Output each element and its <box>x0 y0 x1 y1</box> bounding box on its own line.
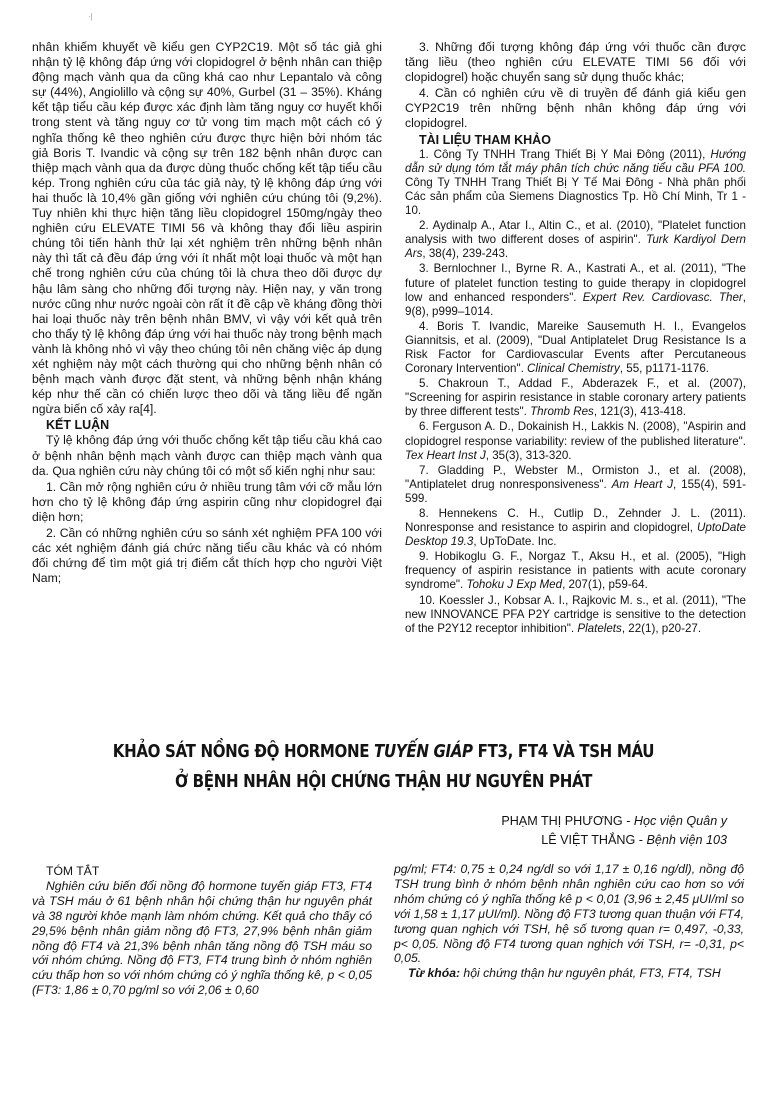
article-title-line-1: KHẢO SÁT NỒNG ĐỘ HORMONE TUYẾN GIÁP FT3, FT4 VÀ TSH MÁU <box>112 742 655 762</box>
abstract-text-part-1: Nghiên cứu biến đổi nồng độ hormone tuyến giáp FT3, FT4 và TSH máu ở 61 bệnh nhân hội chứng thận hư nguyên phát và 38 người khỏe mạnh làm nhóm chứng. Kết quả cho thấy có 29,5% bệnh nhân giảm nồng độ FT3, 27,9% bệnh nhân giảm nồng độ FT4 và 21,3% bệnh nhân tăng nồng độ TSH máu so với nhóm chứng. Nồng độ FT3, FT4 trung bình ở nhóm nghiên cứu thấp hơn so với nhóm chứng có ý nghĩa thống kê, p < 0,05 (FT3: 1,86 ± 0,70 pg/ml so với 2,06 ± 0,60 <box>32 878 372 998</box>
page-corner-mark: ·| <box>88 12 93 21</box>
discussion-paragraph: nhân khiếm khuyết về kiểu gen CYP2C19. Một số tác giả ghi nhận tỷ lệ không đáp ứng với clopidogrel ở bệnh nhân can thiệp động mạch vành qua da cũng khá cao như Lepantalo và công sự (44%), Angiolillo và cộng sự 40%, Gurbel (31 – 35%). Kháng kết tập tiểu cầu kép được xác định làm tăng nguy cơ huyết khối trong stent và tăng nguy cơ tử vong tim mạch một cách có ý nghĩa thống kê theo nghiên cứu được thực hiện bởi nhóm tác giả Boris T. Ivandic và cộng sự trên 182 bệnh nhân được can thiệp mạch vành qua da được dùng thuốc chống kết tập tiểu cầu kép. Trong nghiên cứu của tác giả này, tỷ lệ không đáp ứng với hai thuốc là 10,4% gần giống với nghiên cứu chúng tôi (9,2%). Tuy nhiên khi thực hiện tăng liều clopidogrel 150mg/ngày theo nghiên cứu ELEVATE TIMI 56 và không thay đổi liều aspirin chúng tôi tiến hành thử lại xét nghiệm trên những bệnh nhân này thì tất cả đều đáp ứng với ít nhất một loại thuốc và một hạn chế trong nghiên cứu của chúng tôi là chưa theo dõi được dự hậu lâm sàng cho những đối tượng này. Hiện nay, y văn trong nước cũng như nước ngoài còn rất ít đề cập về kháng đồng thời hai loại thuốc này trên bệnh nhân BMV, vì vậy với kết quả trên cho thấy tỷ lệ không đáp ứng với hai thuốc này trong bệnh mạch vành là không nhỏ vì vậy theo chúng tôi nên chăng việc áp dụng xét nghiệm này một cách thường qui cho những bệnh nhân có bệnh mạch vành được đặt stent, và những bệnh nhận kháng kép như thế cần có chiến lược theo dõi và tăng liều để ngăn ngừa biến cố xảy ra[4]. <box>32 40 382 417</box>
conclusion-heading: KẾT LUẬN <box>46 418 110 433</box>
reference-item: 7. Gladding P., Webster M., Ormiston J., et al. (2008), "Antiplatelet drug nonresponsiveness". Am Heart J, 155(4), 591-599. <box>405 463 746 505</box>
keywords <box>394 966 744 981</box>
reference-list <box>405 148 746 636</box>
abstract-text-part-2: pg/ml; FT4: 0,75 ± 0,24 ng/dl so với 1,17 ± 0,16 ng/dl), nồng độ TSH trung bình ở nhóm bệnh nhân nghiên cứu cao hơn so với nhóm chứng có ý nghĩa thống kê p < 0,01 (3,96 ± 2,45 μUI/ml so với 1,58 ± 1,17 μUI/ml). Nồng độ FT3 tương quan thuận với FT4, tương quan nghịch với TSH, hệ số tương quan r= 0,497, -0,33, p< 0,05. Nồng độ FT4 tương quan nghịch với TSH, r= -0,31, p< 0,05. <box>394 862 744 966</box>
recommendation-3: 3. Những đối tượng không đáp ứng với thuốc cần được tăng liều (theo nghiên cứu ELEVATE TIMI 56 đối với clopidogrel) hoặc chuyển sang sử dụng thuốc khác; <box>405 40 746 85</box>
right-column <box>405 40 746 637</box>
author-1: PHẠM THỊ PHƯƠNG - Học viện Quân y <box>501 814 727 828</box>
keywords-text: hội chứng thận hư nguyên phát, FT3, FT4, TSH <box>460 966 721 981</box>
reference-item: 10. Koessler J., Kobsar A. I., Rajkovic M. s., et al. (2011), "The new INNOVANCE PFA P2Y cartridge is sensitive to the detection of the P2Y12 receptor inhibition". Platelets, 22(1), p20-27. <box>405 593 746 635</box>
left-column <box>32 40 382 587</box>
references-heading: TÀI LIỆU THAM KHẢO <box>419 132 551 147</box>
author-block <box>501 812 727 850</box>
recommendation-1: 1. Cần mở rộng nghiên cứu ở nhiều trung tâm với cỡ mẫu lớn hơn cho tỷ lệ không đáp ứng aspirin cũng như clopidogrel đại diện hơn; <box>32 479 382 524</box>
conclusion-text: Tỷ lệ không đáp ứng với thuốc chống kết tập tiểu cầu khá cao ở bệnh nhân bệnh mạch vành được can thiệp mạch vành qua da. Qua nghiên cứu này chúng tôi có một số kiến nghị như sau: <box>32 433 382 478</box>
article-title <box>54 737 714 797</box>
reference-item: 1. Công Ty TNHH Trang Thiết Bị Y Mai Đông (2011), Hướng dẫn sử dụng tóm tắt máy phân tích chức năng tiểu cầu PFA 100. Công Ty TNHH Trang Thiết Bị Y Tế Mai Đông - Nhà phân phối Các sản phẩm của Siemens Diagnostics Tp. Hồ Chí Minh, Tr 1 - 10. <box>405 147 746 218</box>
reference-item: 2. Aydinalp A., Atar I., Altin C., et al. (2010), "Platelet function analysis with two different doses of aspirin". Turk Kardiyol Dern Ars, 38(4), 239-243. <box>405 219 746 261</box>
article-title-line-2: Ở BỆNH NHÂN HỘI CHỨNG THẬN HƯ NGUYÊN PHÁT <box>174 772 593 792</box>
reference-item: 9. Hobikoglu G. F., Norgaz T., Aksu H., et al. (2005), "High frequency of aspirin resistance in patients with acute coronary syndrome". Tohoku J Exp Med, 207(1), p59-64. <box>405 550 746 592</box>
reference-item: 6. Ferguson A. D., Dokainish H., Lakkis N. (2008), "Aspirin and clopidogrel response variability: review of the published literature". Tex Heart Inst J, 35(3), 313-320. <box>405 420 746 462</box>
recommendation-2: 2. Cần có những nghiên cứu so sánh xét nghiệm PFA 100 với các xét nghiệm đánh giá chức năng tiểu cầu khác và có nhóm đối chứng để tìm một giá trị điểm cắt thích hợp cho người Việt Nam; <box>32 526 382 586</box>
author-2: LÊ VIỆT THẮNG - Bệnh viện 103 <box>541 833 727 847</box>
recommendation-4: 4. Cần có nghiên cứu về di truyền để đánh giá kiểu gen CYP2C19 trên những bệnh nhân không đáp ứng với clopidogrel. <box>405 86 746 131</box>
abstract-left <box>32 862 372 998</box>
reference-item: 3. Bernlochner I., Byrne R. A., Kastrati A., et al. (2011), "The future of platelet function testing to guide therapy in clopidogrel low and enhanced responders". Expert Rev. Cardiovasc. Ther, 9(8), p999–1014. <box>405 262 746 318</box>
reference-item: 5. Chakroun T., Addad F., Abderazek F., et al. (2007), "Screening for aspirin resistance in stable coronary artery patients by three different tests". Thromb Res, 121(3), 413-418. <box>405 377 746 419</box>
keywords-label: Từ khóa: <box>408 966 461 981</box>
reference-item: 4. Boris T. Ivandic, Mareike Sausemuth H. I., Evangelos Giannitsis, et al. (2009), "Dual Antiplatelet Drug Resistance Is a Risk Factor for Cardiovascular Events after Percutaneous Coronary Intervention". Clinical Chemistry, 55, p1171-1176. <box>405 319 746 376</box>
abstract-heading: TÓM TẮT <box>46 864 100 878</box>
reference-item: 8. Hennekens C. H., Cutlip D., Zehnder J. L. (2011). Nonresponse and resistance to aspirin and clopidogrel, UptoDate Desktop 19.3, UpToDate. Inc. <box>405 507 746 549</box>
abstract-right <box>394 862 744 981</box>
